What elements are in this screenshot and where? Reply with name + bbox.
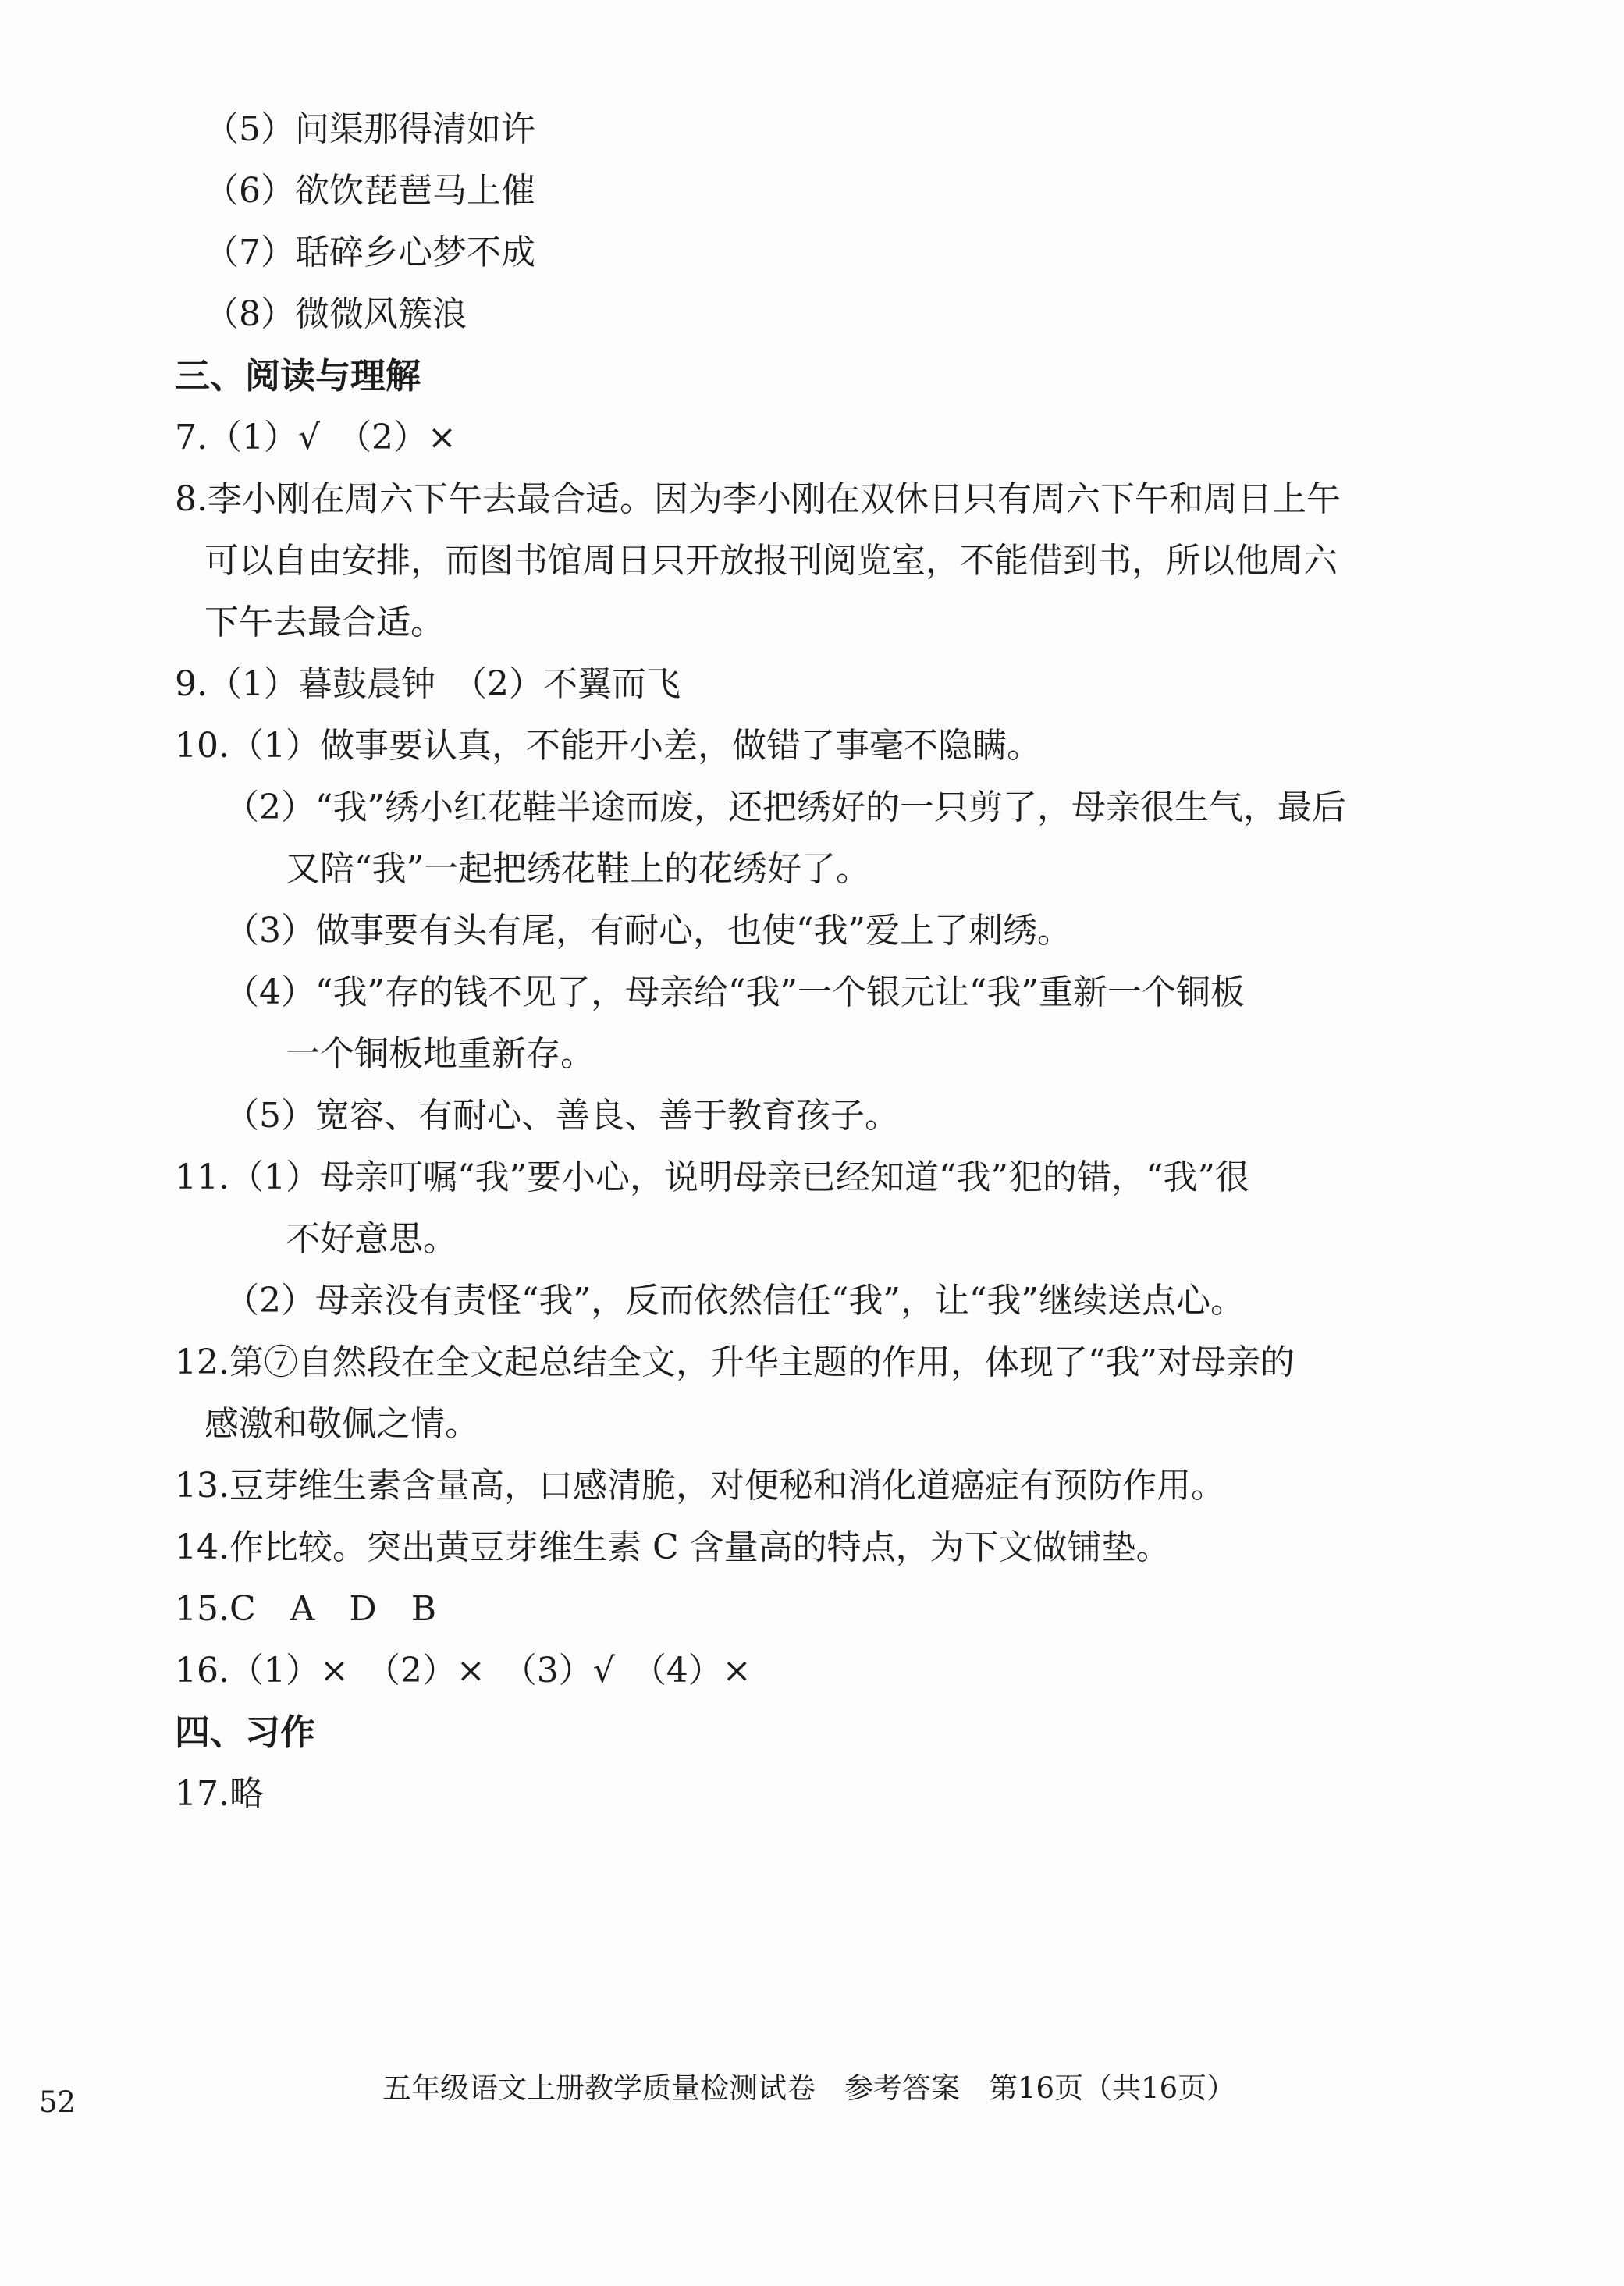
page-number: 52 xyxy=(39,2085,76,2119)
answer-line: 16.（1）× （2）× （3）√ （4）× xyxy=(175,1651,752,1691)
answer-line: 13.豆芽维生素含量高，口感清脆，对便秘和消化道癌症有预防作用。 xyxy=(175,1466,1225,1506)
answer-line: 9.（1）暮鼓晨钟 （2）不翼而飞 xyxy=(175,664,681,704)
section-heading: 四、习作 xyxy=(175,1712,316,1753)
footer-title: 五年级语文上册教学质量检测试卷 参考答案 第16页（共16页） xyxy=(382,2071,1236,2105)
answer-line: 17.略 xyxy=(175,1774,264,1814)
answer-line: 11.（1）母亲叮嘱“我”要小心，说明母亲已经知道“我”犯的错，“我”很 xyxy=(175,1157,1249,1197)
answer-line: 8.李小刚在周六下午去最合适。因为李小刚在双休日只有周六下午和周日上午 xyxy=(175,479,1341,519)
answer-line: （8）微微风簇浪 xyxy=(204,294,467,334)
answer-line: 15.C A D B xyxy=(175,1589,437,1629)
answer-line: 10.（1）做事要认真，不能开小差，做错了事毫不隐瞒。 xyxy=(175,726,1041,766)
answer-line: 又陪“我”一起把绣花鞋上的花绣好了。 xyxy=(286,849,870,889)
answer-line: 14.作比较。突出黄豆芽维生素 C 含量高的特点，为下文做铺垫。 xyxy=(175,1527,1171,1567)
answer-line: 7.（1）√ （2）× xyxy=(175,418,457,457)
section-heading: 三、阅读与理解 xyxy=(175,355,421,396)
answer-line: 可以自由安排，而图书馆周日只开放报刊阅览室，不能借到书，所以他周六 xyxy=(204,541,1338,581)
answer-line: （5）宽容、有耐心、善良、善于教育孩子。 xyxy=(225,1096,899,1136)
answer-line: 下午去最合适。 xyxy=(204,603,445,642)
answer-line: 一个铜板地重新存。 xyxy=(286,1034,595,1074)
answer-line: （6）欲饮琵琶马上催 xyxy=(204,171,535,211)
answer-line: （4）“我”存的钱不见了，母亲给“我”一个银元让“我”重新一个铜板 xyxy=(225,972,1245,1012)
answer-line: （5）问渠那得清如许 xyxy=(204,109,535,149)
answer-line: 不好意思。 xyxy=(286,1219,457,1259)
answer-line: （7）聒碎乡心梦不成 xyxy=(204,233,535,272)
answer-line: （2）“我”绣小红花鞋半途而废，还把绣好的一只剪了，母亲很生气，最后 xyxy=(225,787,1346,827)
answer-line: （2）母亲没有责怪“我”，反而依然信任“我”，让“我”继续送点心。 xyxy=(225,1281,1245,1321)
answer-line: 感激和敬佩之情。 xyxy=(204,1404,479,1444)
answer-line: 12.第⑦自然段在全文起总结全文，升华主题的作用，体现了“我”对母亲的 xyxy=(175,1342,1295,1382)
answer-line: （3）做事要有头有尾，有耐心，也使“我”爱上了刺绣。 xyxy=(225,911,1071,951)
